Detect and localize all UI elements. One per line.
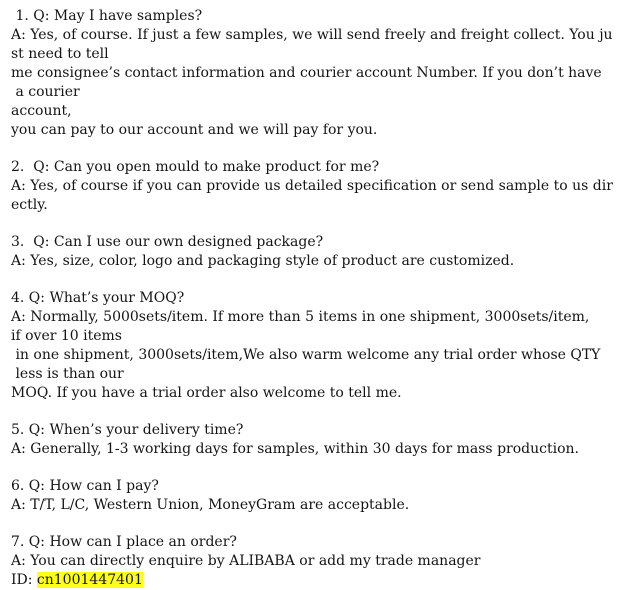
faq-answer-line: st need to tell bbox=[11, 46, 109, 62]
faq-answer-line: in one shipment, 3000sets/item,We also warm welcome any trial order whose QTY bbox=[11, 347, 601, 363]
faq-question: 1. Q: May I have samples? bbox=[11, 8, 203, 24]
faq-item-payment bbox=[11, 477, 636, 515]
faq-item-delivery bbox=[11, 421, 636, 459]
faq-item-package bbox=[11, 233, 636, 271]
faq-answer-line: A: Normally, 5000sets/item. If more than 5 items in one shipment, 3000sets/item, bbox=[11, 309, 590, 325]
faq-answer-line: A: T/T, L/C, Western Union, MoneyGram are acceptable. bbox=[11, 497, 410, 513]
faq-question: 7. Q: How can I place an order? bbox=[11, 534, 237, 550]
faq-item-order bbox=[11, 533, 636, 590]
faq-question: 6. Q: How can I pay? bbox=[11, 478, 159, 494]
faq-question: 4. Q: What’s your MOQ? bbox=[11, 290, 185, 306]
trade-manager-id-value: cn1001447401 bbox=[36, 572, 143, 588]
faq-question: 5. Q: When’s your delivery time? bbox=[11, 422, 244, 438]
faq-answer-line: A: Yes, of course. If just a few samples, we will send freely and freight collect. You ju bbox=[11, 27, 613, 43]
faq-answer-line: me consignee’s contact information and courier account Number. If you don’t have bbox=[11, 65, 602, 81]
faq-item-moq bbox=[11, 289, 636, 403]
faq-document bbox=[11, 7, 636, 590]
faq-answer-line: less is than our bbox=[11, 366, 124, 382]
faq-answer-line: MOQ. If you have a trial order also welcome to tell me. bbox=[11, 385, 402, 401]
faq-answer-line: a courier bbox=[11, 84, 80, 100]
faq-question: 2. Q: Can you open mould to make product for me? bbox=[11, 159, 380, 175]
faq-question: 3. Q: Can I use our own designed package? bbox=[11, 234, 324, 250]
faq-answer-line: you can pay to our account and we will pay for you. bbox=[11, 122, 378, 138]
faq-answer-line: A: Yes, size, color, logo and packaging style of product are customized. bbox=[11, 253, 515, 269]
faq-item-mould bbox=[11, 158, 636, 215]
trade-manager-id-label: ID: bbox=[11, 572, 37, 588]
faq-answer-line: A: You can directly enquire by ALIBABA or add my trade manager bbox=[11, 553, 481, 569]
faq-item-samples bbox=[11, 7, 636, 140]
trade-manager-id-line bbox=[11, 571, 636, 590]
faq-answer-line: account, bbox=[11, 103, 72, 119]
faq-answer-line: ectly. bbox=[11, 197, 48, 213]
faq-answer-line: A: Generally, 1-3 working days for samples, within 30 days for mass production. bbox=[11, 441, 579, 457]
faq-answer-line: A: Yes, of course if you can provide us detailed specification or send sample to us dir bbox=[11, 178, 613, 194]
faq-answer-line: if over 10 items bbox=[11, 328, 122, 344]
